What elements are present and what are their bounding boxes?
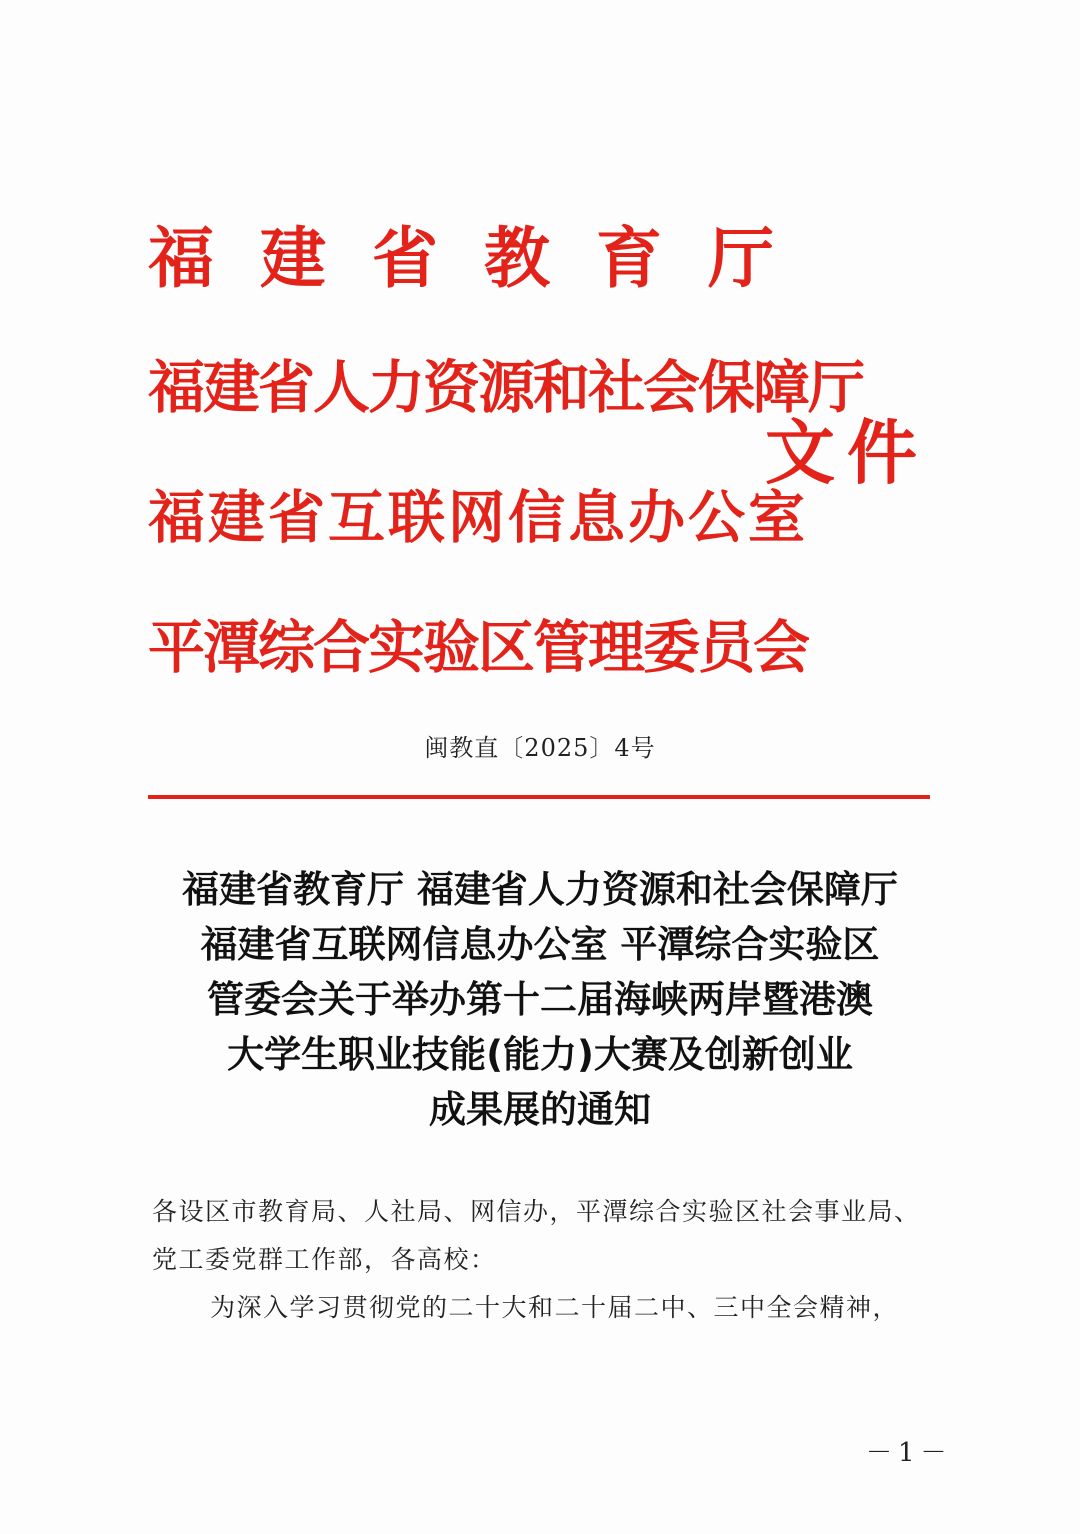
issuer-education-dept: 福建省教育厅: [148, 219, 820, 297]
addressee-line: 各设区市教育局、人社局、网信办，平潭综合实验区社会事业局、: [152, 1197, 921, 1226]
body-paragraph: 为深入学习贯彻党的二十大和二十届二中、三中全会精神，: [210, 1293, 900, 1322]
page-number: －1－: [866, 1438, 953, 1468]
title-line: 大学生职业技能(能力)大赛及创新创业: [227, 1033, 853, 1076]
title-line: 管委会关于举办第十二届海峡两岸暨港澳: [207, 978, 873, 1021]
document-number: 闽教直〔2025〕4号: [424, 734, 656, 762]
letterhead-document-suffix: 文件: [765, 411, 929, 494]
document-body: [152, 1188, 952, 1332]
letterhead-red-divider: [148, 795, 930, 799]
title-line: 成果展的通知: [429, 1088, 651, 1131]
title-line: 福建省互联网信息办公室 平潭综合实验区: [200, 923, 880, 966]
issuer-internet-info-office: 福建省互联网信息办公室: [148, 484, 808, 551]
addressee-line: 党工委党群工作部，各高校：: [152, 1245, 497, 1274]
issuer-pingtan-committee: 平潭综合实验区管理委员会: [148, 614, 808, 681]
issuer-hr-social-security-dept: 福建省人力资源和社会保障厅: [148, 354, 863, 421]
document-title: [120, 862, 960, 1137]
title-line: 福建省教育厅 福建省人力资源和社会保障厅: [182, 868, 898, 911]
